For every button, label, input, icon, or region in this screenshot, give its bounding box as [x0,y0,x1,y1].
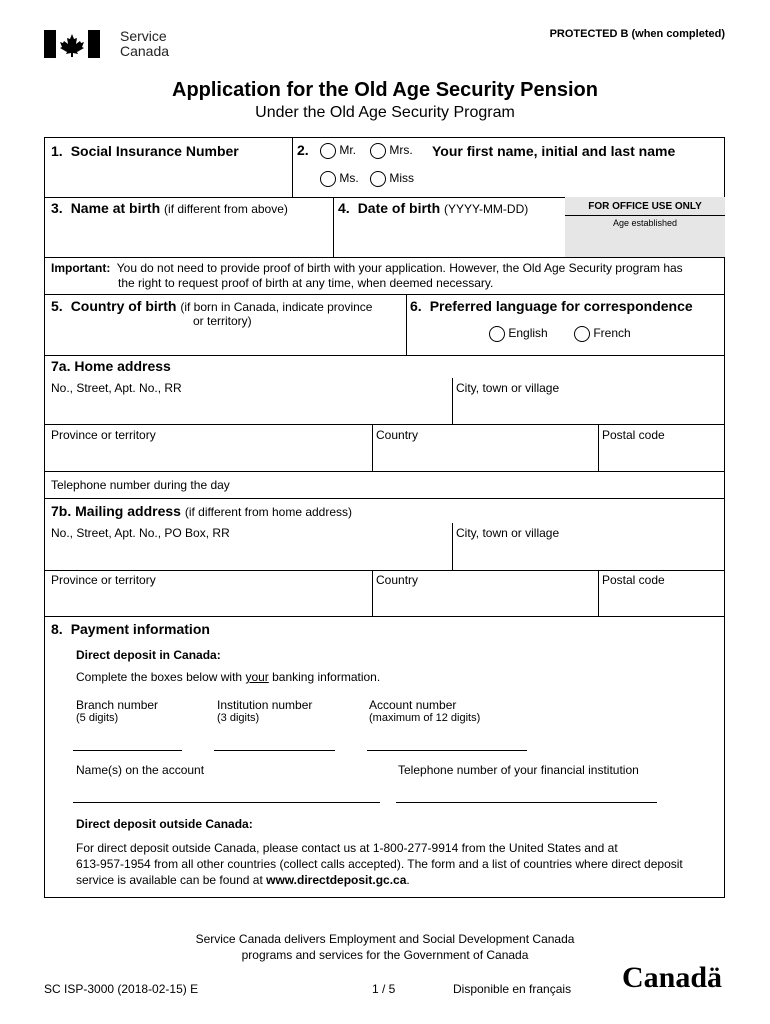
out-line3-pre: service is available can be found at [76,873,267,887]
english-radio[interactable] [489,326,505,342]
mail-street-input[interactable] [46,542,450,568]
s7b-sub: (if different from home address) [184,505,353,519]
names-on-account-input[interactable] [73,782,380,803]
mail-country-label: Country [376,573,419,587]
country-birth-input[interactable] [46,330,404,353]
mr-label: Mr. [339,143,357,158]
mail-street-label: No., Street, Apt. No., PO Box, RR [51,526,230,540]
home-city-label: City, town or village [456,381,560,395]
name-label: Your first name, initial and last name [432,143,676,159]
french-available: Disponible en français [453,982,572,996]
form-subtitle: Under the Old Age Security Program [255,104,515,121]
mail-postal-input[interactable] [600,588,723,614]
name-at-birth-label [51,200,288,216]
s3-text: Name at birth [70,200,161,216]
s4-num: 4. [338,200,350,216]
out-line3-post: . [406,873,410,887]
branch-label [76,699,158,725]
institution-text: Institution number [217,698,313,712]
s2-num: 2. [297,142,309,158]
title-mr-option[interactable] [320,143,356,159]
s1-num: 1. [51,143,63,159]
s8-num: 8. [51,621,63,637]
s5-sub2: or territory) [193,314,252,328]
s3-sub: (if different from above) [164,202,288,216]
branch-number-input[interactable] [73,730,182,751]
name-at-birth-input[interactable] [46,220,331,255]
s8-text: Payment information [70,621,210,637]
mail-province-label: Province or territory [51,573,156,587]
mailing-address-title [51,503,352,519]
s5-sub1: (if born in Canada, indicate province [180,300,373,314]
account-number-input[interactable] [367,730,527,751]
s6-num: 6. [410,298,422,314]
mrs-radio[interactable] [370,143,386,159]
office-title: FOR OFFICE USE ONLY [588,201,702,212]
out-line2: 613-957-1954 from all other countries (collect calls accepted). The form and a list of countries where direct deposit [76,857,683,871]
miss-radio[interactable] [370,171,386,187]
account-label [369,699,480,725]
office-age: Age established [612,218,678,228]
institution-label [217,699,312,725]
home-city-input[interactable] [454,396,723,422]
mail-province-input[interactable] [46,588,370,614]
home-address-title: 7a. Home address [51,358,171,374]
fin-phone-input[interactable] [396,782,657,803]
branch-sub: (5 digits) [76,712,119,724]
s3-num: 3. [51,200,63,216]
s7b-text: 7b. Mailing address [51,503,181,519]
english-label: English [508,326,548,341]
important-line1: You do not need to provide proof of birth with your application. However, the Old Age Security program has [116,261,683,275]
dob-label [338,200,528,216]
complete-post: banking information. [268,670,381,684]
s6-text: Preferred language for correspondence [429,298,693,314]
dd-outside-text [76,840,721,888]
s1-text: Social Insurance Number [70,143,239,159]
footer-notice [0,931,770,963]
names-on-account-label: Name(s) on the account [76,763,205,777]
home-street-label: No., Street, Apt. No., RR [51,381,182,395]
dd-outside-heading: Direct deposit outside Canada: [76,817,253,831]
french-radio[interactable] [574,326,590,342]
sin-label [51,143,239,159]
important-line2: the right to request proof of birth at any time, when deemed necessary. [118,276,494,290]
home-street-input[interactable] [46,396,450,422]
home-postal-label: Postal code [602,428,665,442]
complete-your: your [245,670,269,684]
language-label [410,298,693,314]
home-phone-input[interactable] [260,474,723,496]
important-label: Important: [51,261,111,275]
ms-label: Ms. [339,171,359,186]
title-miss-option[interactable] [370,171,414,187]
canada-flag-logo [44,30,100,58]
french-option[interactable] [574,326,631,342]
mail-city-input[interactable] [454,542,723,568]
french-label: French [593,326,631,341]
home-province-label: Province or territory [51,428,156,442]
english-option[interactable] [489,326,548,342]
mr-radio[interactable] [320,143,336,159]
canada-wordmark: Canadä [622,961,723,994]
institution-sub: (3 digits) [217,712,260,724]
direct-deposit-link[interactable]: www.directdeposit.gc.ca [266,873,407,887]
org-name [120,29,169,59]
home-country-label: Country [376,428,419,442]
mail-postal-label: Postal code [602,573,665,587]
important-note [51,261,683,291]
complete-pre: Complete the boxes below with [76,670,246,684]
home-province-input[interactable] [46,443,370,469]
s4-sub: (YYYY-MM-DD) [444,202,529,216]
miss-label: Miss [389,171,415,186]
form-title: Application for the Old Age Security Pension [172,79,598,101]
s4-text: Date of birth [357,200,441,216]
ms-radio[interactable] [320,171,336,187]
dd-canada-heading: Direct deposit in Canada: [76,648,221,662]
page-number: 1 / 5 [372,982,396,996]
s5-text: Country of birth [70,298,177,314]
form-id: SC ISP-3000 (2018-02-15) E [44,982,199,996]
sin-input[interactable] [46,162,290,195]
title-mrs-option[interactable] [370,143,413,159]
org-line2: Canada [120,43,170,59]
org-line1: Service [120,28,167,44]
footer-line1: Service Canada delivers Employment and Social Development Canada [195,932,575,946]
country-birth-label [51,298,372,314]
mail-country-input[interactable] [374,588,596,614]
complete-boxes-text [76,670,380,684]
account-text: Account number [369,698,457,712]
mrs-label: Mrs. [389,143,413,158]
payment-title [51,621,210,637]
institution-number-input[interactable] [214,730,335,751]
fin-phone-label: Telephone number of your financial institution [398,763,639,777]
branch-text: Branch number [76,698,159,712]
title-ms-option[interactable] [320,171,359,187]
footer-line2: programs and services for the Government of Canada [241,948,529,962]
home-phone-label: Telephone number during the day [51,478,230,492]
protected-label: PROTECTED B (when completed) [549,28,725,40]
s5-num: 5. [51,298,63,314]
home-country-input[interactable] [374,443,596,469]
account-sub: (maximum of 12 digits) [369,712,481,724]
mail-city-label: City, town or village [456,526,560,540]
out-line1: For direct deposit outside Canada, please contact us at 1-800-277-9914 from the United States and at [76,841,618,855]
name-input[interactable] [430,162,723,195]
dob-input[interactable] [335,220,563,255]
home-postal-input[interactable] [600,443,723,469]
